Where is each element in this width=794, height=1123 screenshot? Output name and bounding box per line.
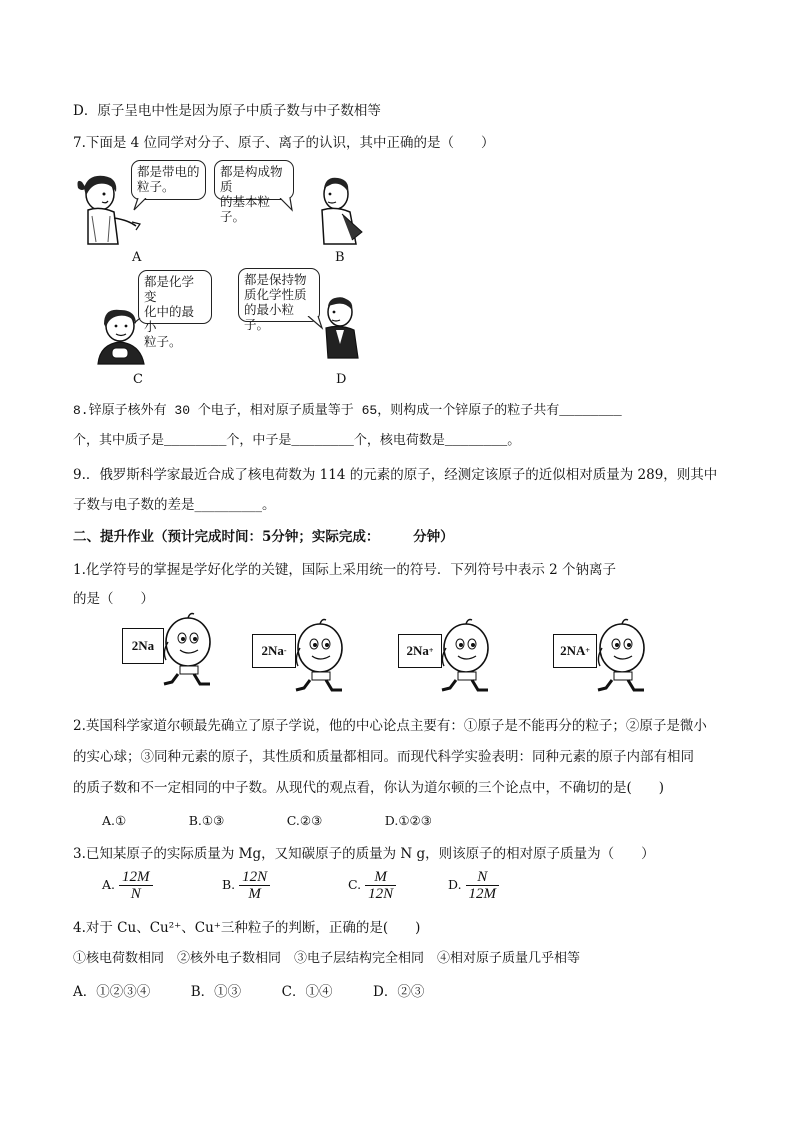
- q7-stem: 7.下面是 4 位同学对分子、原子、离子的认识，其中正确的是（ ）: [73, 135, 495, 151]
- atom-mascot-4: [594, 618, 650, 698]
- p3-option-a: A. $\frac{12M}{N}$: [102, 869, 153, 902]
- q9-line-2: 子数与电子数的差是__________。: [73, 497, 276, 513]
- speech-bubble-b: 都是构成物质 的基本粒子。: [214, 160, 294, 200]
- student-d-figure: [318, 294, 368, 360]
- sign-box-2: 2Na -: [252, 634, 296, 668]
- bubble-b-tail: [276, 198, 300, 214]
- p3-option-b: B. $\frac{12N}{M}$: [222, 869, 270, 902]
- sign-box-1: 2Na: [122, 628, 164, 664]
- sign-box-4: 2NA +: [553, 634, 597, 668]
- p2-line-2: 的实心球；③同种元素的原子，其性质和质量都相同。而现代科学实验表明：同种元素的原子内部有相同: [73, 749, 694, 765]
- p2-options: A.① B.①③ C.②③ D.①②③: [102, 813, 432, 828]
- label-b: B: [335, 250, 345, 265]
- p1-line-1: 1.化学符号的掌握是学好化学的关键，国际上采用统一的符号．下列符号中表示 2 个钠离子: [73, 562, 617, 578]
- atom-mascot-2: [292, 618, 348, 698]
- p4-statements: ①核电荷数相同 ②核外电子数相同 ③电子层结构完全相同 ④相对原子质量几乎相等: [73, 951, 581, 966]
- label-d: D: [336, 372, 347, 387]
- p3-stem: 3.已知某原子的实际质量为 Mg，又知碳原子的质量为 N g，则该原子的相对原子质量为（ ）: [73, 846, 655, 862]
- p2-line-3: 的质子数和不一定相同的中子数。从现代的观点看，你认为道尔顿的三个论点中，不确切的是( ): [73, 780, 665, 796]
- p3-option-d: D. $\frac{N}{12M}$: [448, 869, 499, 902]
- p3-option-c: C. $\frac{M}{12N}$: [348, 869, 396, 902]
- q8-line-2: 个，其中质子是________个，中子是________个，核电荷数是________。: [73, 433, 521, 448]
- student-b-figure: [312, 174, 368, 248]
- q8-line-1: 8.锌原子核外有 30 个电子，相对原子质量等于 65，则构成一个锌原子的粒子共有________: [73, 403, 622, 418]
- atom-mascot-1: [160, 612, 216, 692]
- student-c-figure: [94, 306, 154, 366]
- bubble-a-tail: [132, 198, 152, 214]
- speech-bubble-c: 都是化学变 化中的最小 粒子。: [138, 270, 212, 324]
- p2-line-1: 2.英国科学家道尔顿最先确立了原子学说，他的中心论点主要有：①原子是不能再分的粒子；②原子是微小: [73, 718, 707, 734]
- fraction-c: $\frac{M}{12N}$: [365, 869, 396, 902]
- atom-mascot-3: [438, 618, 494, 698]
- fraction-d: $\frac{N}{12M}$: [466, 869, 500, 902]
- label-a: A: [132, 250, 142, 265]
- sign-box-3: 2Na +: [398, 634, 442, 668]
- fraction-a: $\frac{12M}{N}$: [119, 869, 153, 902]
- p4-stem: 4.对于 Cu、Cu²⁺、Cu⁺三种粒子的判断，正确的是( ): [73, 920, 421, 936]
- fraction-b: $\frac{12N}{M}$: [239, 869, 270, 902]
- p1-line-2: 的是（ ）: [73, 591, 154, 607]
- p4-options: A．①②③④ B．①③ C．①④ D．②③: [73, 984, 425, 1000]
- label-c: C: [133, 372, 143, 387]
- speech-bubble-d: 都是保持物 质化学性质 的最小粒子。: [238, 268, 320, 322]
- q6-option-d: D．原子呈电中性是因为原子中质子数与中子数相等: [73, 103, 381, 119]
- q9-line-1: 9.．俄罗斯科学家最近合成了核电荷数为 114 的元素的原子，经测定该原子的近似相对质量为 289，则其中: [73, 467, 718, 483]
- section-heading: 二、提升作业（预计完成时间：5分钟；实际完成： 分钟）: [73, 529, 454, 545]
- speech-bubble-a: 都是带电的 粒子。: [131, 160, 206, 200]
